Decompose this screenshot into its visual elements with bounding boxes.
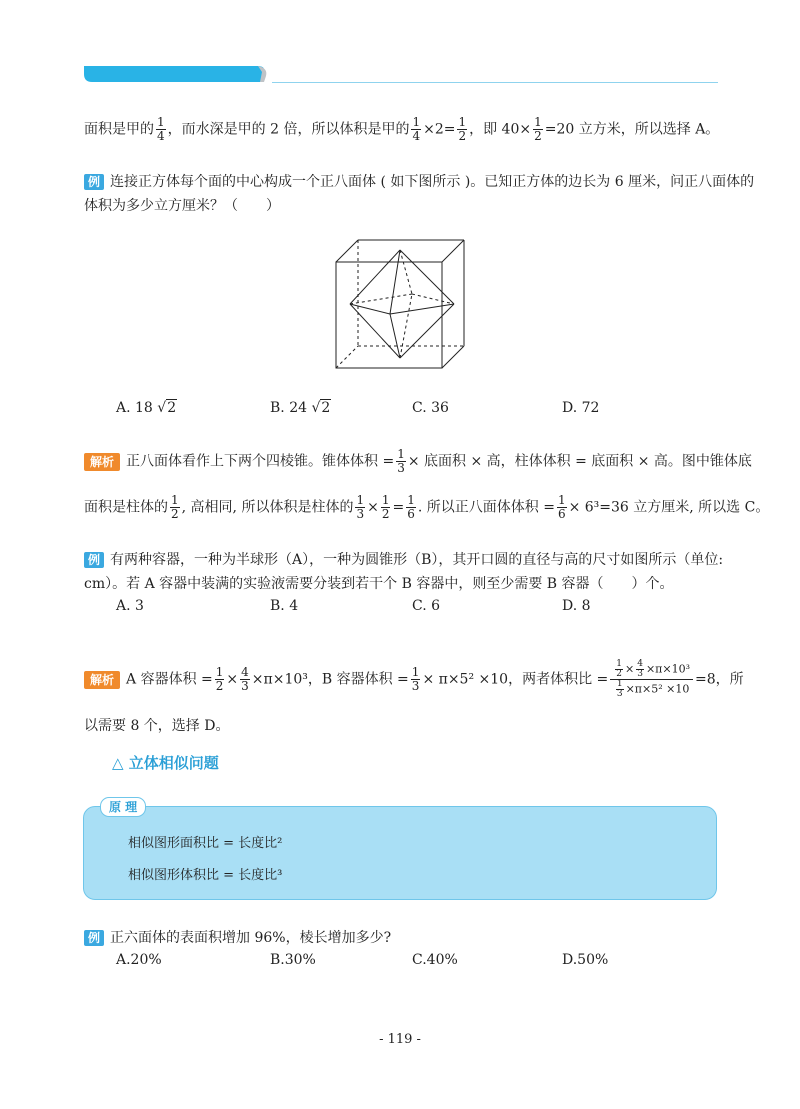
text: =20 立方米，所以选择 A。 xyxy=(544,121,720,138)
fraction: $\frac{1}{3}$ xyxy=(397,447,405,475)
section-title: △ 立体相似问题 xyxy=(112,754,219,772)
fraction: $\frac{1}{2}$ xyxy=(171,493,179,521)
option-d: D. 8 xyxy=(562,598,591,614)
text: ×2= xyxy=(423,121,456,138)
option-d: D. 72 xyxy=(562,400,600,416)
option-b: B.30% xyxy=(270,952,316,968)
solution-1-line-1: 解析 正八面体看作上下两个四棱锥。锥体体积 = $\frac{1}{3}$ × 底面积 × 高，柱体体积 = 底面积 × 高。图中锥体底 xyxy=(84,448,752,475)
solution-1-line-2: 面积是柱体的 $\frac{1}{2}$ , 高相同, 所以体积是柱体的 $\frac{1}{3}$ × $\frac{1}{2}$ = $\frac{1}{6}$ . 所以正八面体体积 = $\frac{1}{6}$ × 6³=36 立方厘米, 所以选 C。 xyxy=(84,493,770,521)
question-text: 连接正方体每个面的中心构成一个正八面体 ( 如下图所示 )。已知正方体的边长为 6 厘米，问正八面体的 xyxy=(110,174,755,190)
principle-label: 原 理 xyxy=(100,797,146,817)
fraction: $\frac{1}{6}$ xyxy=(557,493,566,521)
question-text: 体积为多少立方厘米？（ ） xyxy=(84,198,280,214)
example-1-line-1 xyxy=(84,172,754,192)
principle-box xyxy=(83,806,717,900)
fraction: $\frac{1}{3}$ xyxy=(356,493,365,521)
fraction: $\frac{1}{2}$ xyxy=(381,493,390,521)
principle-line-1: 相似图形面积比 = 长度比² xyxy=(128,836,283,851)
question-text: 正六面体的表面积增加 96%，棱长增加多少? xyxy=(110,930,392,946)
question-text: 有两种容器，一种为半球形（A），一种为圆锥形（B），其开口圆的直径与高的尺寸如图所示（单位: xyxy=(110,552,724,568)
page-number: - 119 - xyxy=(379,1032,421,1047)
solution-tag: 解析 xyxy=(84,671,120,689)
fraction: $\frac{1}{3}$ xyxy=(411,665,420,693)
header-rule xyxy=(272,82,718,83)
octahedron-figure xyxy=(334,238,470,372)
option-c: C.40% xyxy=(412,952,458,968)
example-tag: 例 xyxy=(84,552,104,568)
question-text: cm）。若 A 容器中装满的实验液需要分装到若干个 B 容器中，则至少需要 B 容器（ ）个。 xyxy=(84,576,674,592)
option-a: A. 3 xyxy=(116,598,144,614)
example-tag: 例 xyxy=(84,174,104,190)
big-fraction: $\frac{1}{2}$ × $\frac{4}{3}$ ×π×10³ $\frac{1}{3}$ ×π×5² ×10 xyxy=(610,660,693,699)
option-a: A.20% xyxy=(116,952,162,968)
header-ribbon xyxy=(82,64,268,84)
header-bar xyxy=(82,64,268,84)
example-1-line-2 xyxy=(84,196,280,216)
example-2-line-1 xyxy=(84,550,723,570)
option-d: D.50% xyxy=(562,952,609,968)
option-c: C. 6 xyxy=(412,598,441,614)
fraction: $\frac{1}{2}$ xyxy=(215,665,224,693)
example-tag: 例 xyxy=(84,930,104,946)
option-a: A. 18 √2 xyxy=(116,400,177,416)
option-b: B. 4 xyxy=(270,598,299,614)
option-b: B. 24 √2 xyxy=(270,400,331,416)
text: ，而水深是甲的 2 倍，所以体积是甲的 xyxy=(167,121,410,138)
text: ，即 40× xyxy=(469,121,532,138)
prev-solution-line xyxy=(84,116,719,143)
solution-2-line-1: 解析 A 容器体积 = $\frac{1}{2}$ × $\frac{4}{3}$ ×π×10³，B 容器体积 = $\frac{1}{3}$ × π×5² ×10，两者体积比 = $\frac{1}{2}$ × $\frac{4}{3}$ ×π×10³ $\frac{1}{3}$ ×π×5² ×10 =8，所 xyxy=(84,660,744,699)
solution-tag: 解析 xyxy=(84,453,120,471)
fraction: $\frac{4}{3}$ xyxy=(241,665,249,693)
option-c: C. 36 xyxy=(412,400,449,416)
example-3-line-1 xyxy=(84,928,391,948)
example-2-line-2 xyxy=(84,574,674,594)
fraction: $\frac{1}{2}$ xyxy=(534,115,542,143)
fraction: $\frac{1}{6}$ xyxy=(407,493,415,521)
principle-line-2: 相似图形体积比 = 长度比³ xyxy=(128,868,283,883)
cube-diagram xyxy=(334,238,470,372)
solution-2-line-2: 以需要 8 个，选择 D。 xyxy=(84,718,230,734)
text: 面积是甲的 xyxy=(84,121,154,138)
fraction: $\frac{1}{4}$ xyxy=(412,115,421,143)
fraction: $\frac{1}{4}$ xyxy=(157,115,165,143)
fraction: $\frac{1}{2}$ xyxy=(458,115,467,143)
